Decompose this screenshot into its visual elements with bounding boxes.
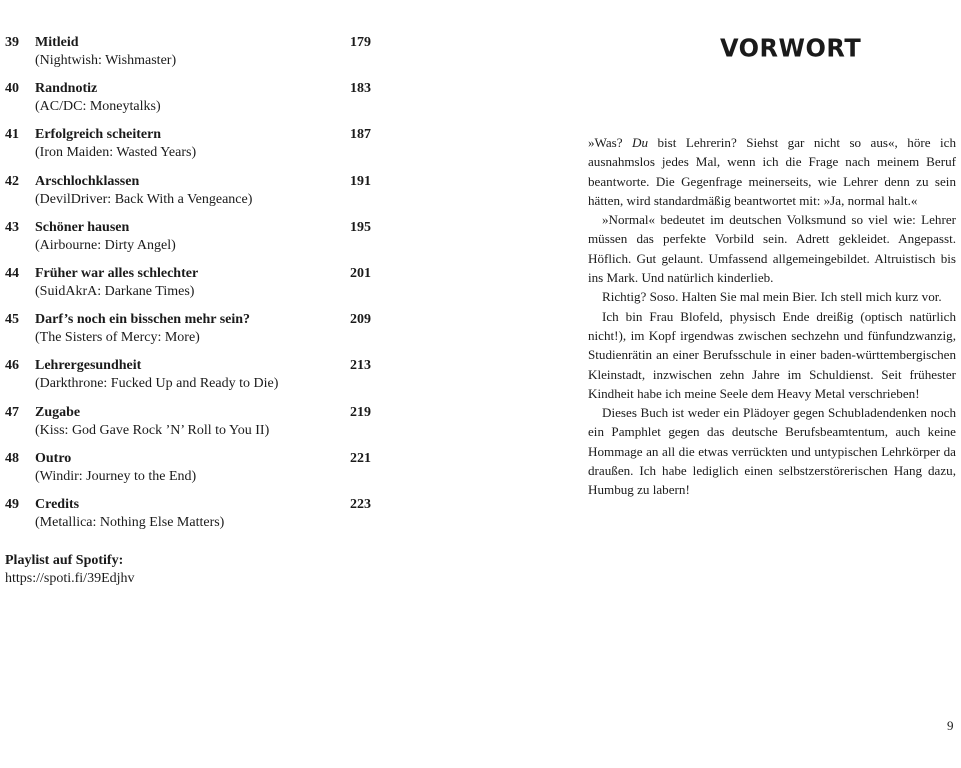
toc-entry xyxy=(5,496,385,542)
paragraph-text: »Was? xyxy=(588,135,633,150)
paragraph xyxy=(588,133,956,210)
toc-number: 49 xyxy=(5,496,19,512)
toc-number: 39 xyxy=(5,35,19,50)
toc-title: Arschlochklassen xyxy=(35,173,140,189)
toc-entry xyxy=(5,311,385,357)
chapter-heading: VORWORT xyxy=(720,33,862,63)
toc-title: Mitleid xyxy=(35,35,79,50)
toc-number: 43 xyxy=(5,219,19,235)
toc-title: Zugabe xyxy=(35,404,81,420)
toc-entry xyxy=(5,450,385,496)
toc-page: 195 xyxy=(350,219,371,235)
toc-page: 201 xyxy=(350,265,371,281)
playlist-link[interactable]: https://spoti.fi/39Edjhv xyxy=(5,571,135,586)
toc-entry xyxy=(5,80,385,126)
paragraph: Ich bin Frau Blofeld, physisch Ende dreißig (optisch natürlich nicht!), im Kopf irgendwas zwischen sechzehn und fünfundzwanzig, Studienrätin an einer Berufsschule in einer baden-württembergischen Kleinstadt, inzwischen zehn Jahre im Schuldienst. Seit frühester Kindheit habe ich meine Seele dem Heavy Metal verschrieben! xyxy=(588,308,956,401)
toc-number: 44 xyxy=(5,265,19,281)
playlist-label: Playlist auf Spotify: xyxy=(5,553,124,568)
table-of-contents xyxy=(5,34,385,542)
toc-song: (Iron Maiden: Wasted Years) xyxy=(35,145,197,161)
toc-title: Schöner hausen xyxy=(35,219,130,235)
toc-song: (Nightwish: Wishmaster) xyxy=(35,53,177,68)
toc-entry xyxy=(5,34,385,80)
toc-song: (Airbourne: Dirty Angel) xyxy=(35,237,176,253)
toc-song: (DevilDriver: Back With a Vengeance) xyxy=(35,191,253,207)
toc-page: 223 xyxy=(350,496,371,512)
foreword-text xyxy=(588,133,956,500)
toc-number: 46 xyxy=(5,358,19,374)
toc-entry xyxy=(5,126,385,172)
toc-page: 183 xyxy=(350,81,371,97)
toc-page: 213 xyxy=(350,358,371,374)
toc-title: Erfolgreich scheitern xyxy=(35,127,162,143)
toc-number: 48 xyxy=(5,450,19,466)
toc-page: 219 xyxy=(350,404,371,420)
toc-page: 191 xyxy=(350,173,371,189)
toc-title: Outro xyxy=(35,450,72,466)
toc-song: (Windir: Journey to the End) xyxy=(35,468,197,484)
toc-page: 221 xyxy=(350,450,371,466)
toc-title: Lehrergesundheit xyxy=(35,358,142,374)
toc-number: 47 xyxy=(5,404,19,420)
toc-number: 41 xyxy=(5,127,19,143)
paragraph: Dieses Buch ist weder ein Plädoyer gegen Schubladendenken noch ein Pamphlet gegen das deutsche Berufsbeamtentum, auch keine Hommage an all die etwas verrückten und untypischen Lehrkörper da draußen. Ich habe lediglich einen selbstzerstörerischen Hang dazu, Humbug zu labern! xyxy=(588,405,956,498)
playlist-block xyxy=(5,552,135,588)
toc-entry xyxy=(5,404,385,450)
paragraph: Richtig? Soso. Halten Sie mal mein Bier. Ich stell mich kurz vor. xyxy=(602,289,942,305)
toc-number: 42 xyxy=(5,173,19,189)
paragraph-text: bist Lehrerin? Siehst gar nicht so aus«, höre ich ausnahmslos jedes Mal, wenn ich die Frage nach meinem Beruf beantworte. Die Gegenfrage meinerseits, wie Lehrer denn zu sein hätten, wird standardmäßig beantwortet mit: »Ja, normal halt.« xyxy=(588,135,956,208)
toc-title: Credits xyxy=(35,496,80,512)
toc-page: 187 xyxy=(350,127,371,143)
toc-song: (The Sisters of Mercy: More) xyxy=(35,330,200,346)
page-number: 9 xyxy=(947,718,954,733)
toc-title: Randnotiz xyxy=(35,81,98,97)
toc-song: (Metallica: Nothing Else Matters) xyxy=(35,514,225,530)
toc-title: Darf’s noch ein bisschen mehr sein? xyxy=(35,312,251,328)
toc-entry xyxy=(5,219,385,265)
toc-page: 209 xyxy=(350,312,371,328)
toc-page: 179 xyxy=(350,35,371,50)
emphasis-text: Du xyxy=(632,135,649,150)
toc-song: (AC/DC: Moneytalks) xyxy=(35,99,161,115)
toc-number: 45 xyxy=(5,312,19,328)
toc-entry xyxy=(5,357,385,403)
toc-song: (Kiss: God Gave Rock ’N’ Roll to You II) xyxy=(35,422,270,438)
toc-title: Früher war alles schlechter xyxy=(35,265,199,281)
toc-entry xyxy=(5,265,385,311)
toc-song: (SuidAkrA: Darkane Times) xyxy=(35,283,195,299)
toc-number: 40 xyxy=(5,81,19,97)
toc-entry xyxy=(5,173,385,219)
toc-song: (Darkthrone: Fucked Up and Ready to Die) xyxy=(35,376,279,392)
paragraph: »Normal« bedeutet im deutschen Volksmund so viel wie: Lehrer müssen das perfekte Vorbild sein. Adrett gekleidet. Angepasst. Höflich. Gut gelaunt. Umfassend allgemeingebildet. Altruistisch bis ins Mark. Und natürlich kinderlieb. xyxy=(588,212,956,286)
